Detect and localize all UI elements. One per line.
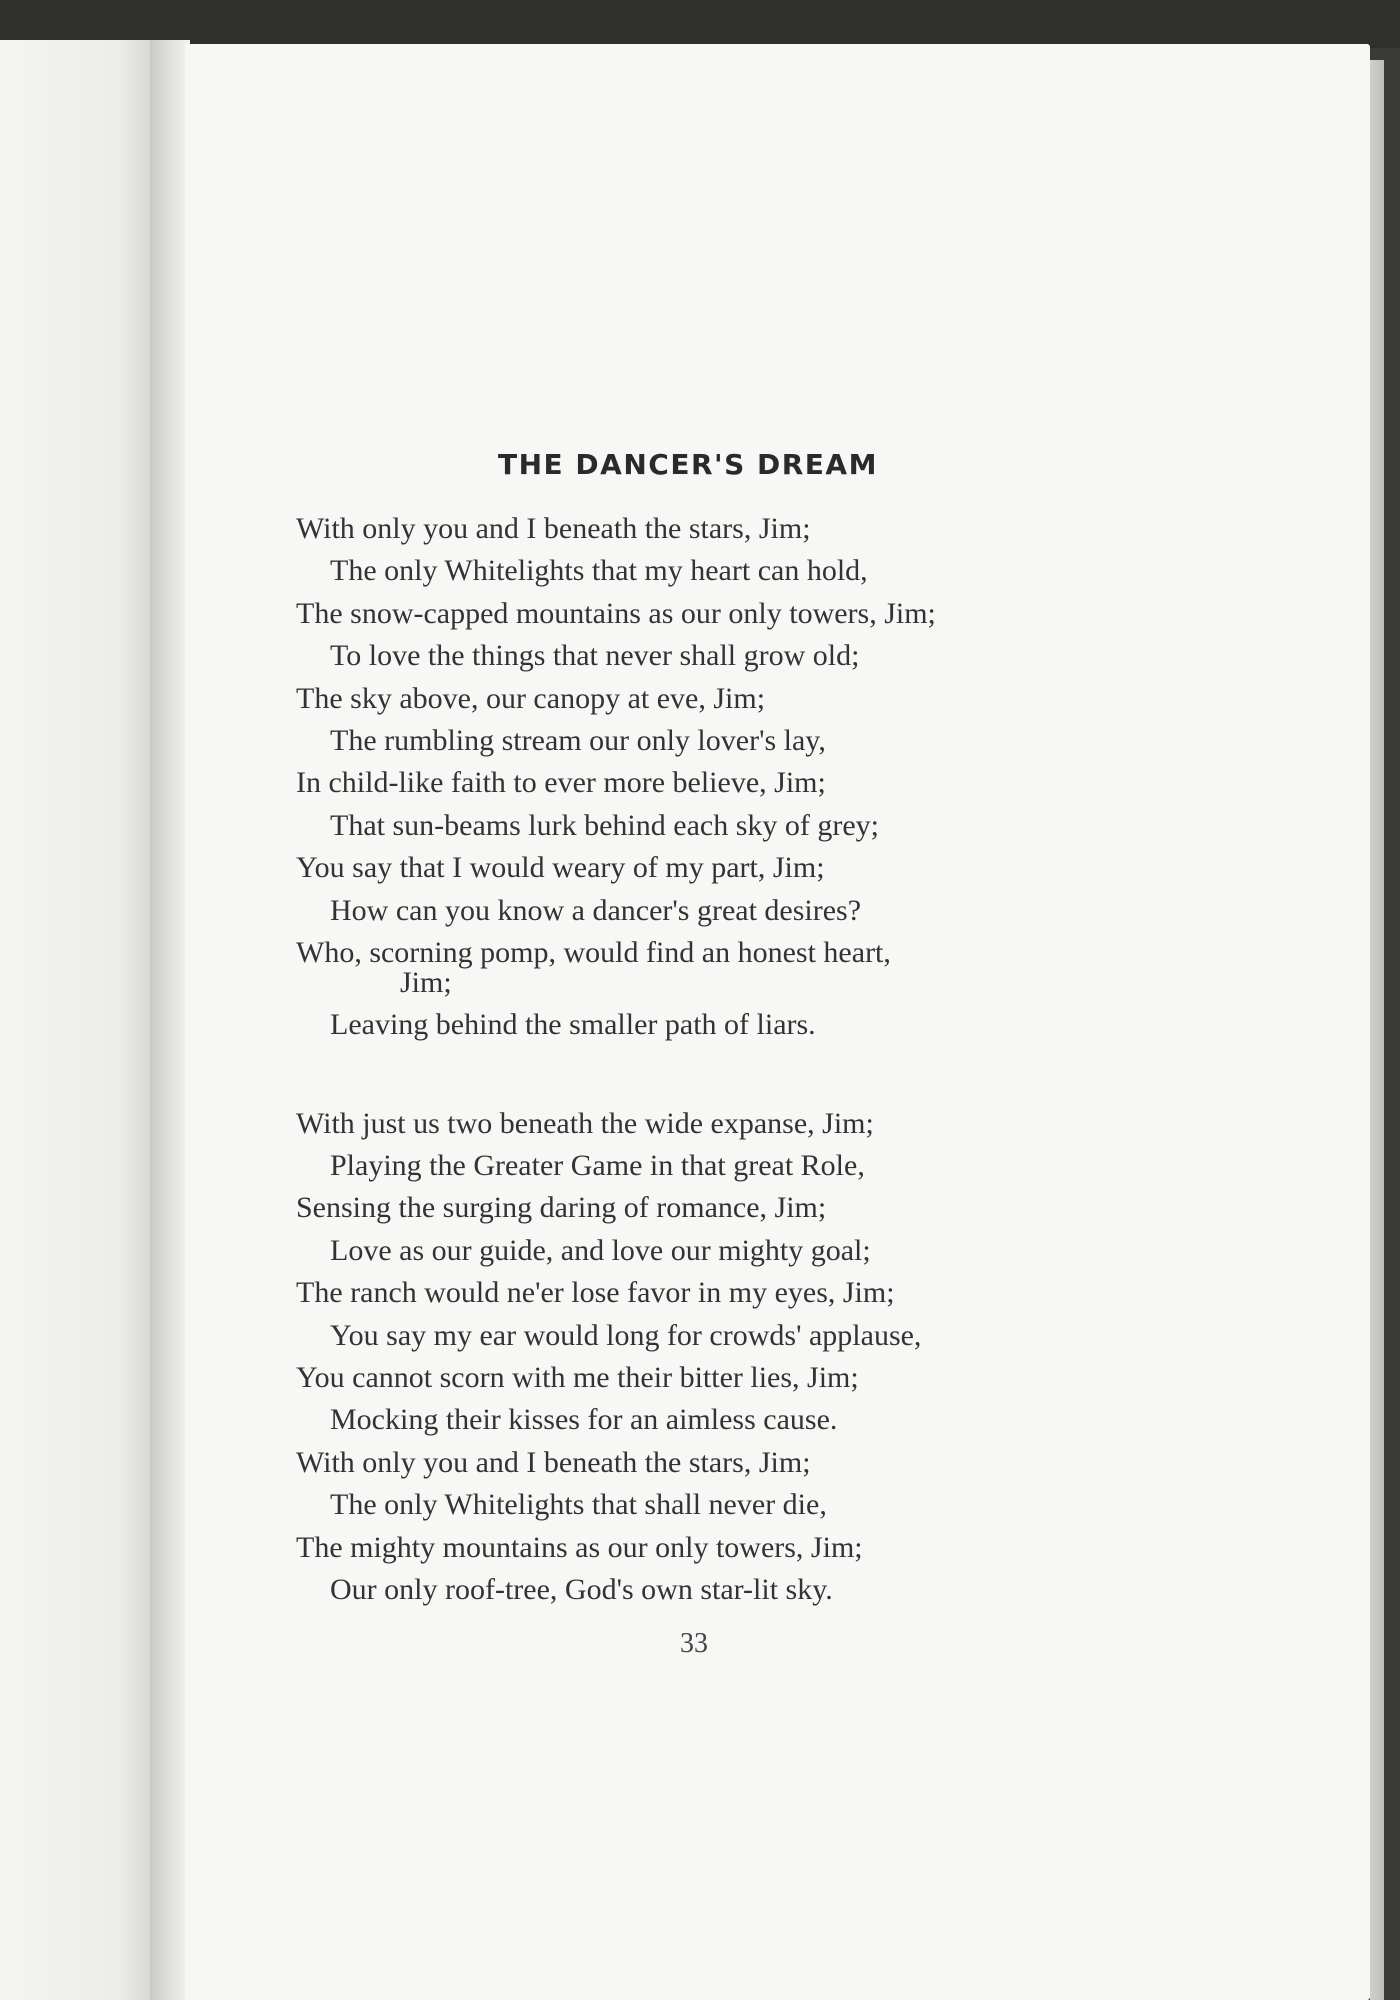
poem-line: You cannot scorn with me their bitter lies, Jim; [296,1361,859,1395]
poem-line: The only Whitelights that shall never die, [330,1488,827,1522]
poem-line: With just us two beneath the wide expanse, Jim; [296,1106,874,1140]
poem-line: You say my ear would long for crowds' applause, [330,1318,922,1352]
poem-line: The snow-capped mountains as our only towers, Jim; [296,596,936,630]
poem-title: THE DANCER'S DREAM [498,448,878,481]
page-edge [1370,60,1384,2000]
stanza-1 [296,508,1136,1047]
poem-line: Mocking their kisses for an aimless cause. [330,1403,838,1437]
stanza-break [296,1047,1136,1103]
poem-line: To love the things that never shall grow old; [330,639,860,673]
poem-line: In child-like faith to ever more believe, Jim; [296,766,826,800]
poem-line: You say that I would weary of my part, Jim; [296,851,825,885]
poem-line: With only you and I beneath the stars, Jim; [296,1445,811,1479]
scan-background [0,0,1400,48]
poem-line: Leaving behind the smaller path of liars. [330,1008,816,1042]
stanza-2 [296,1103,1136,1612]
poem-line: With only you and I beneath the stars, Jim; [296,512,811,545]
poem-line: Our only roof-tree, God's own star-lit sky. [330,1572,833,1606]
poem-line-continuation: Jim; [400,966,452,1000]
book-gutter [150,40,190,2000]
poem-line: The rumbling stream our only lover's lay, [330,723,826,757]
poem-line: Love as our guide, and love our mighty goal; [330,1233,871,1267]
poem-line: Who, scorning pomp, would find an honest heart, [296,935,891,969]
poem-body [296,508,1136,1611]
poem-line: The mighty mountains as our only towers, Jim; [296,1530,863,1564]
poem-line: How can you know a dancer's great desires? [330,893,862,927]
poem-line: Playing the Greater Game in that great Role, [330,1149,865,1183]
poem-line: That sun-beams lurk behind each sky of grey; [330,808,880,842]
page-number: 33 [680,1628,708,1659]
poem-line: The ranch would ne'er lose favor in my eyes, Jim; [296,1276,895,1310]
poem-line: The sky above, our canopy at eve, Jim; [296,681,766,715]
facing-page [0,40,150,2000]
poem-line: Sensing the surging daring of romance, Jim; [296,1191,827,1225]
poem-line: The only Whitelights that my heart can hold, [330,554,868,588]
